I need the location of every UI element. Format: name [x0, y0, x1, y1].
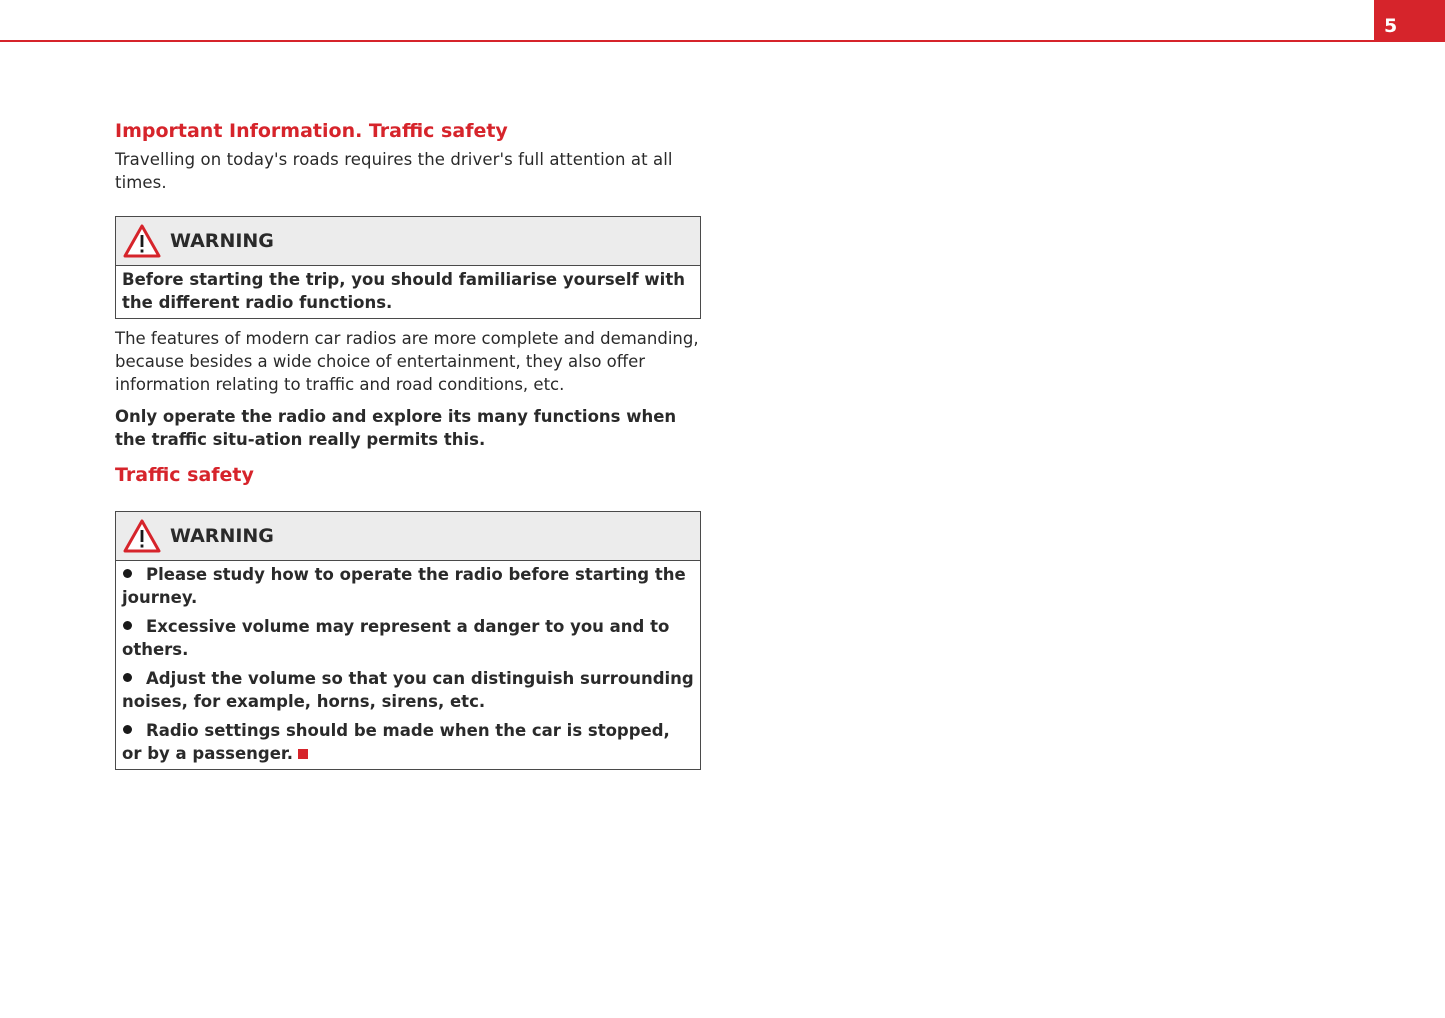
warning-box-traffic-safety — [115, 511, 701, 770]
main-content — [115, 118, 701, 770]
warning-bullet-item: Radio settings should be made when the car is stopped, or by a passenger. — [122, 721, 670, 763]
warning-title: WARNING — [170, 525, 274, 547]
bullet-dot-icon — [123, 673, 132, 682]
bullet-dot-icon — [123, 569, 132, 578]
bullet-dot-icon — [123, 725, 132, 734]
warning-bullet-item: Excessive volume may represent a danger to you and to others. — [122, 617, 670, 659]
warning-bullet-item: Adjust the volume so that you can distinguish surrounding noises, for example, horns, sirens, etc. — [122, 669, 694, 711]
warning-text: Before starting the trip, you should familiarise yourself with the different radio functions. — [122, 270, 685, 312]
warning-header — [116, 512, 700, 561]
section-heading-traffic-safety: Traffic safety — [115, 464, 254, 486]
warning-title: WARNING — [170, 230, 274, 252]
end-of-section-marker-icon — [298, 749, 308, 759]
warning-bullet-list — [116, 561, 700, 769]
warning-triangle-icon — [122, 518, 162, 554]
header-rule — [0, 40, 1445, 42]
warning-triangle-icon — [122, 223, 162, 259]
section-heading-important-information: Important Information. Traffic safety — [115, 120, 508, 142]
bullet-dot-icon — [123, 621, 132, 630]
warning-header — [116, 217, 700, 266]
warning-bullet-item: Please study how to operate the radio before starting the journey. — [122, 565, 686, 607]
page-number: 5 — [1384, 15, 1398, 37]
warning-box-radio-functions — [115, 216, 701, 319]
paragraph-car-radio-features: The features of modern car radios are more complete and demanding, because besides a wide choice of entertainment, they also offer information relating to traffic and road conditions, etc. — [115, 329, 699, 394]
intro-text: Travelling on today's roads requires the driver's full attention at all times. — [115, 150, 673, 192]
page-number-tab — [1374, 0, 1445, 42]
paragraph-operate-radio: Only operate the radio and explore its many functions when the traffic situ-ation really permits this. — [115, 407, 677, 449]
